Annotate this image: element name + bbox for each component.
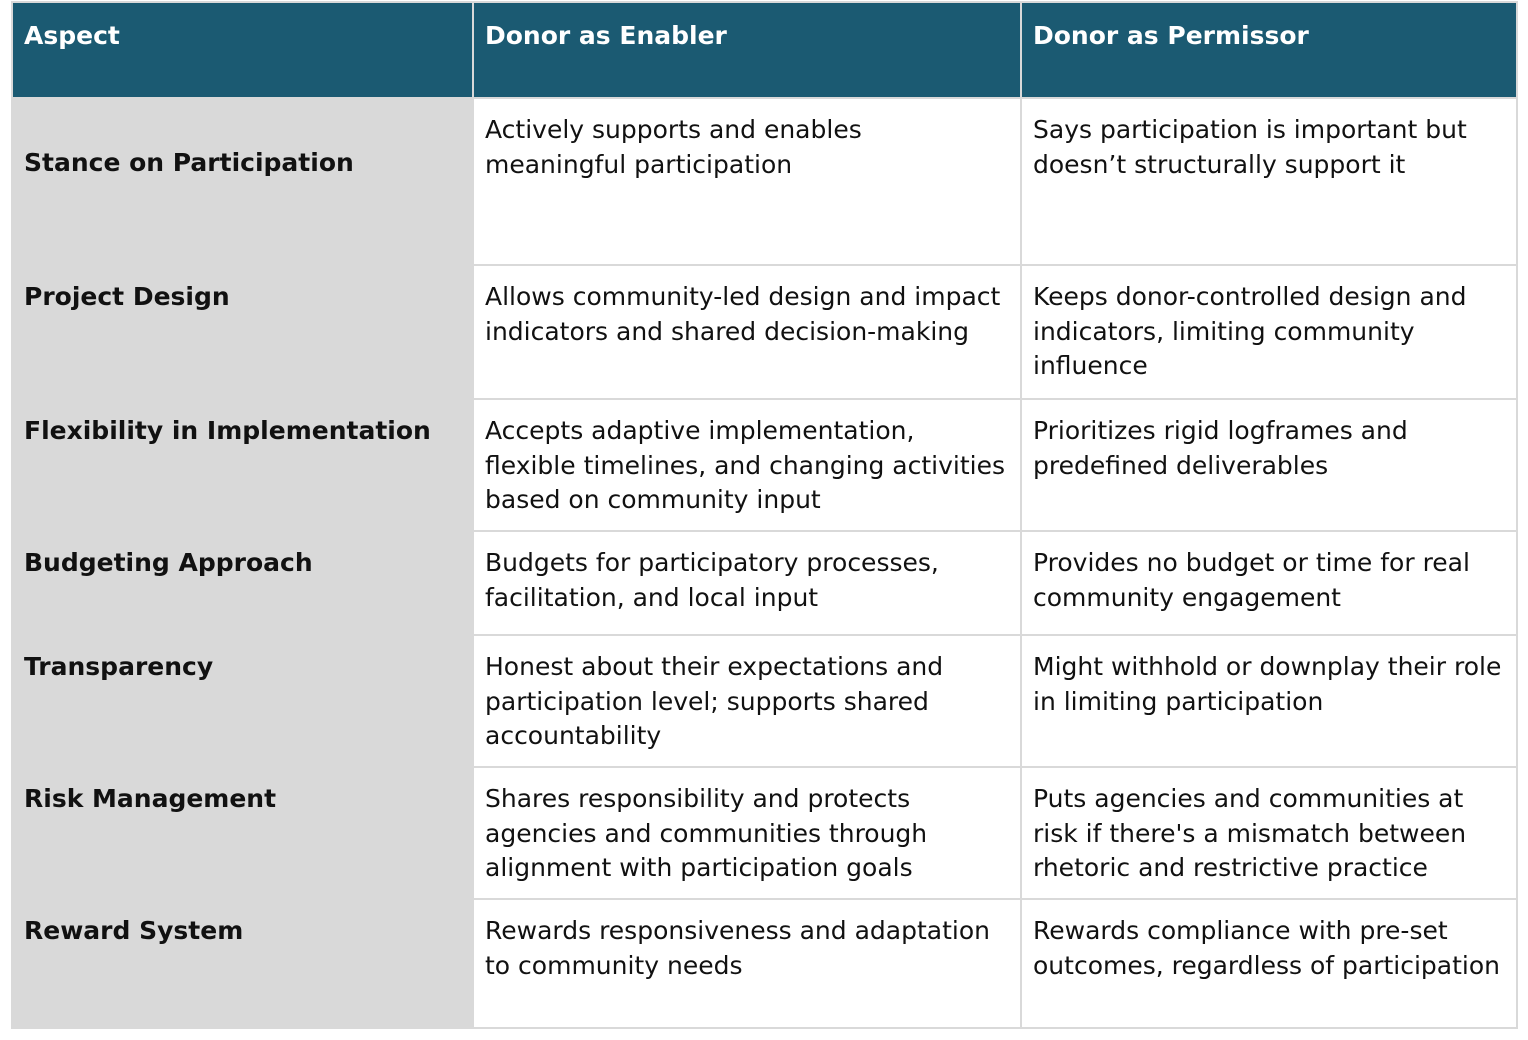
row-enabler-project-design: Allows community-led design and impact indicators and shared decision-making	[474, 266, 1020, 398]
row-enabler-stance-on-participation: Actively supports and enables meaningful participation	[474, 99, 1020, 264]
row-permissor-project-design: Keeps donor-controlled design and indicators, limiting community influence	[1022, 266, 1516, 398]
header-aspect: Aspect	[13, 3, 472, 97]
row-permissor-transparency: Might withhold or downplay their role in limiting participation	[1022, 636, 1516, 766]
row-aspect-stance-on-participation: Stance on Participation	[13, 99, 472, 264]
row-aspect-reward-system: Reward System	[13, 900, 472, 1029]
row-permissor-risk-management: Puts agencies and communities at risk if there's a mismatch between rhetoric and restrictive practice	[1022, 768, 1516, 898]
row-permissor-reward-system: Rewards compliance with pre-set outcomes, regardless of participation	[1022, 900, 1516, 1027]
row-permissor-flexibility-in-implementation: Prioritizes rigid logframes and predefined deliverables	[1022, 400, 1516, 530]
row-enabler-flexibility-in-implementation: Accepts adaptive implementation, flexible timelines, and changing activities based on community input	[474, 400, 1020, 530]
row-aspect-risk-management: Risk Management	[13, 768, 472, 898]
row-aspect-transparency: Transparency	[13, 636, 472, 766]
row-permissor-budgeting-approach: Provides no budget or time for real community engagement	[1022, 532, 1516, 634]
row-enabler-reward-system: Rewards responsiveness and adaptation to community needs	[474, 900, 1020, 1027]
comparison-table	[11, 1, 1518, 1029]
header-donor-as-enabler: Donor as Enabler	[474, 3, 1020, 97]
header-donor-as-permissor: Donor as Permissor	[1022, 3, 1516, 97]
row-enabler-risk-management: Shares responsibility and protects agencies and communities through alignment with participation goals	[474, 768, 1020, 898]
row-enabler-budgeting-approach: Budgets for participatory processes, facilitation, and local input	[474, 532, 1020, 634]
row-enabler-transparency: Honest about their expectations and participation level; supports shared accountability	[474, 636, 1020, 766]
row-permissor-stance-on-participation: Says participation is important but doesn’t structurally support it	[1022, 99, 1516, 264]
row-aspect-flexibility-in-implementation: Flexibility in Implementation	[13, 400, 472, 530]
row-aspect-project-design: Project Design	[13, 266, 472, 398]
row-aspect-budgeting-approach: Budgeting Approach	[13, 532, 472, 634]
